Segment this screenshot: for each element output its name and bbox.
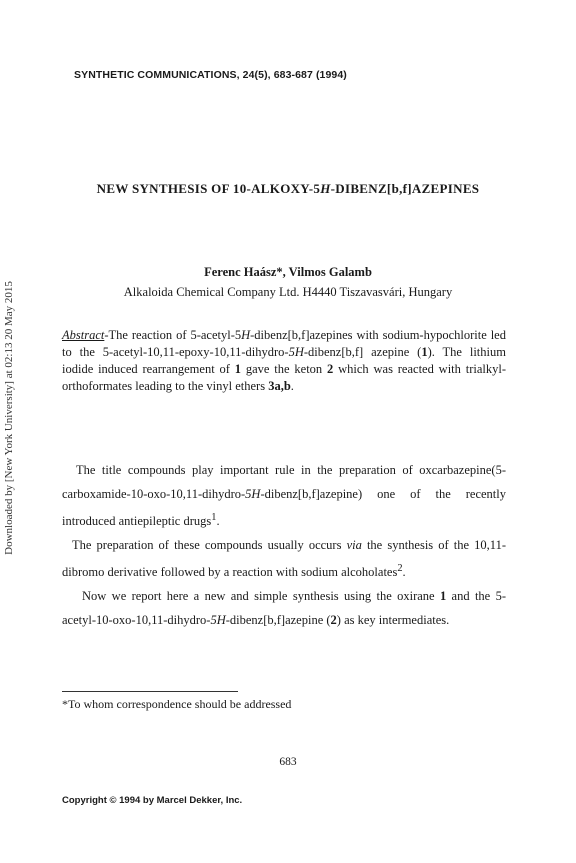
- paragraph-text: .: [402, 565, 406, 580]
- italic-text: 5H: [210, 613, 226, 628]
- abstract-text: ). The lithium iodide induced rearrangement of: [62, 345, 506, 376]
- abstract-italic: 5H: [288, 345, 304, 359]
- reference-superscript: 1: [211, 512, 217, 523]
- abstract-text: gave the keton: [241, 362, 328, 376]
- journal-header: SYNTHETIC COMMUNICATIONS, 24(5), 683-687 (1994): [74, 69, 347, 81]
- download-watermark-text: Downloaded by [New York University] at 02:13 20 May 2015: [3, 281, 15, 555]
- footnote: *To whom correspondence should be addressed: [62, 697, 292, 711]
- abstract-text: -The reaction of 5-acetyl-5: [104, 328, 242, 342]
- authors: Ferenc Haász*, Vilmos Galamb: [204, 265, 372, 279]
- abstract-text: -dibenz[b,f] azepine (: [303, 345, 422, 359]
- paragraph-text: The title compounds play important rule in the preparation of oxcarbazepine(5-carboxamide-10-oxo-10,11-dihydro-: [62, 463, 506, 501]
- paragraph-text: .: [216, 514, 220, 529]
- paragraph-text: -dibenz[b,f]azepine) one of the recently introduced antiepileptic drugs: [62, 487, 506, 529]
- paragraph-text: ) as key intermediates.: [336, 613, 450, 628]
- compound-number: 1: [439, 589, 447, 604]
- paragraph-text: -dibenz[b,f]azepine (: [225, 613, 331, 628]
- paragraph-text: The preparation of these compounds usually occurs: [72, 538, 347, 553]
- paragraph: [62, 533, 506, 584]
- paragraph-text: and the 5-acetyl-10-oxo-10,11-dihydro-: [62, 589, 507, 628]
- italic-text: via: [346, 538, 362, 553]
- download-watermark: [2, 248, 16, 588]
- copyright: Copyright © 1994 by Marcel Dekker, Inc.: [62, 795, 243, 806]
- page-number: 683: [279, 756, 297, 768]
- compound-number: 1: [234, 362, 242, 376]
- compound-number: 1: [421, 345, 428, 359]
- body-text: [62, 458, 506, 632]
- title-italic: H: [320, 181, 331, 196]
- affiliation: Alkaloida Chemical Company Ltd. H4440 Tiszavasvári, Hungary: [123, 285, 453, 299]
- abstract-text: -dibenz[b,f]azepines with sodium-hypochlorite led to the 5-acetyl-10,11-epoxy-10,11-dihydro-: [62, 328, 506, 359]
- compound-number: 2: [330, 613, 337, 628]
- article-title: [0, 181, 576, 197]
- paragraph-text: Now we report here a new and simple synthesis using the oxirane: [82, 589, 440, 604]
- abstract-label: Abstract: [62, 328, 105, 342]
- footnote-rule: [62, 691, 238, 692]
- abstract: [62, 327, 506, 395]
- paragraph-text: the synthesis of the 10,11-dibromo derivative followed by a reaction with sodium alcoholates: [62, 538, 506, 580]
- paragraph: [62, 458, 506, 533]
- abstract-italic: H: [241, 328, 251, 342]
- italic-text: 5H: [245, 487, 261, 501]
- abstract-text: .: [290, 379, 294, 393]
- paragraph: [62, 584, 506, 632]
- abstract-text: which was reacted with trialkyl-orthoformates leading to the vinyl ethers: [62, 362, 507, 393]
- title-prefix: NEW SYNTHESIS OF 10-ALKOXY-5: [96, 181, 321, 196]
- reference-superscript: 2: [397, 563, 403, 575]
- compound-number: 3a,b: [268, 379, 291, 393]
- compound-number: 2: [327, 362, 334, 376]
- title-suffix: -DIBENZ[b,f]AZEPINES: [330, 181, 480, 196]
